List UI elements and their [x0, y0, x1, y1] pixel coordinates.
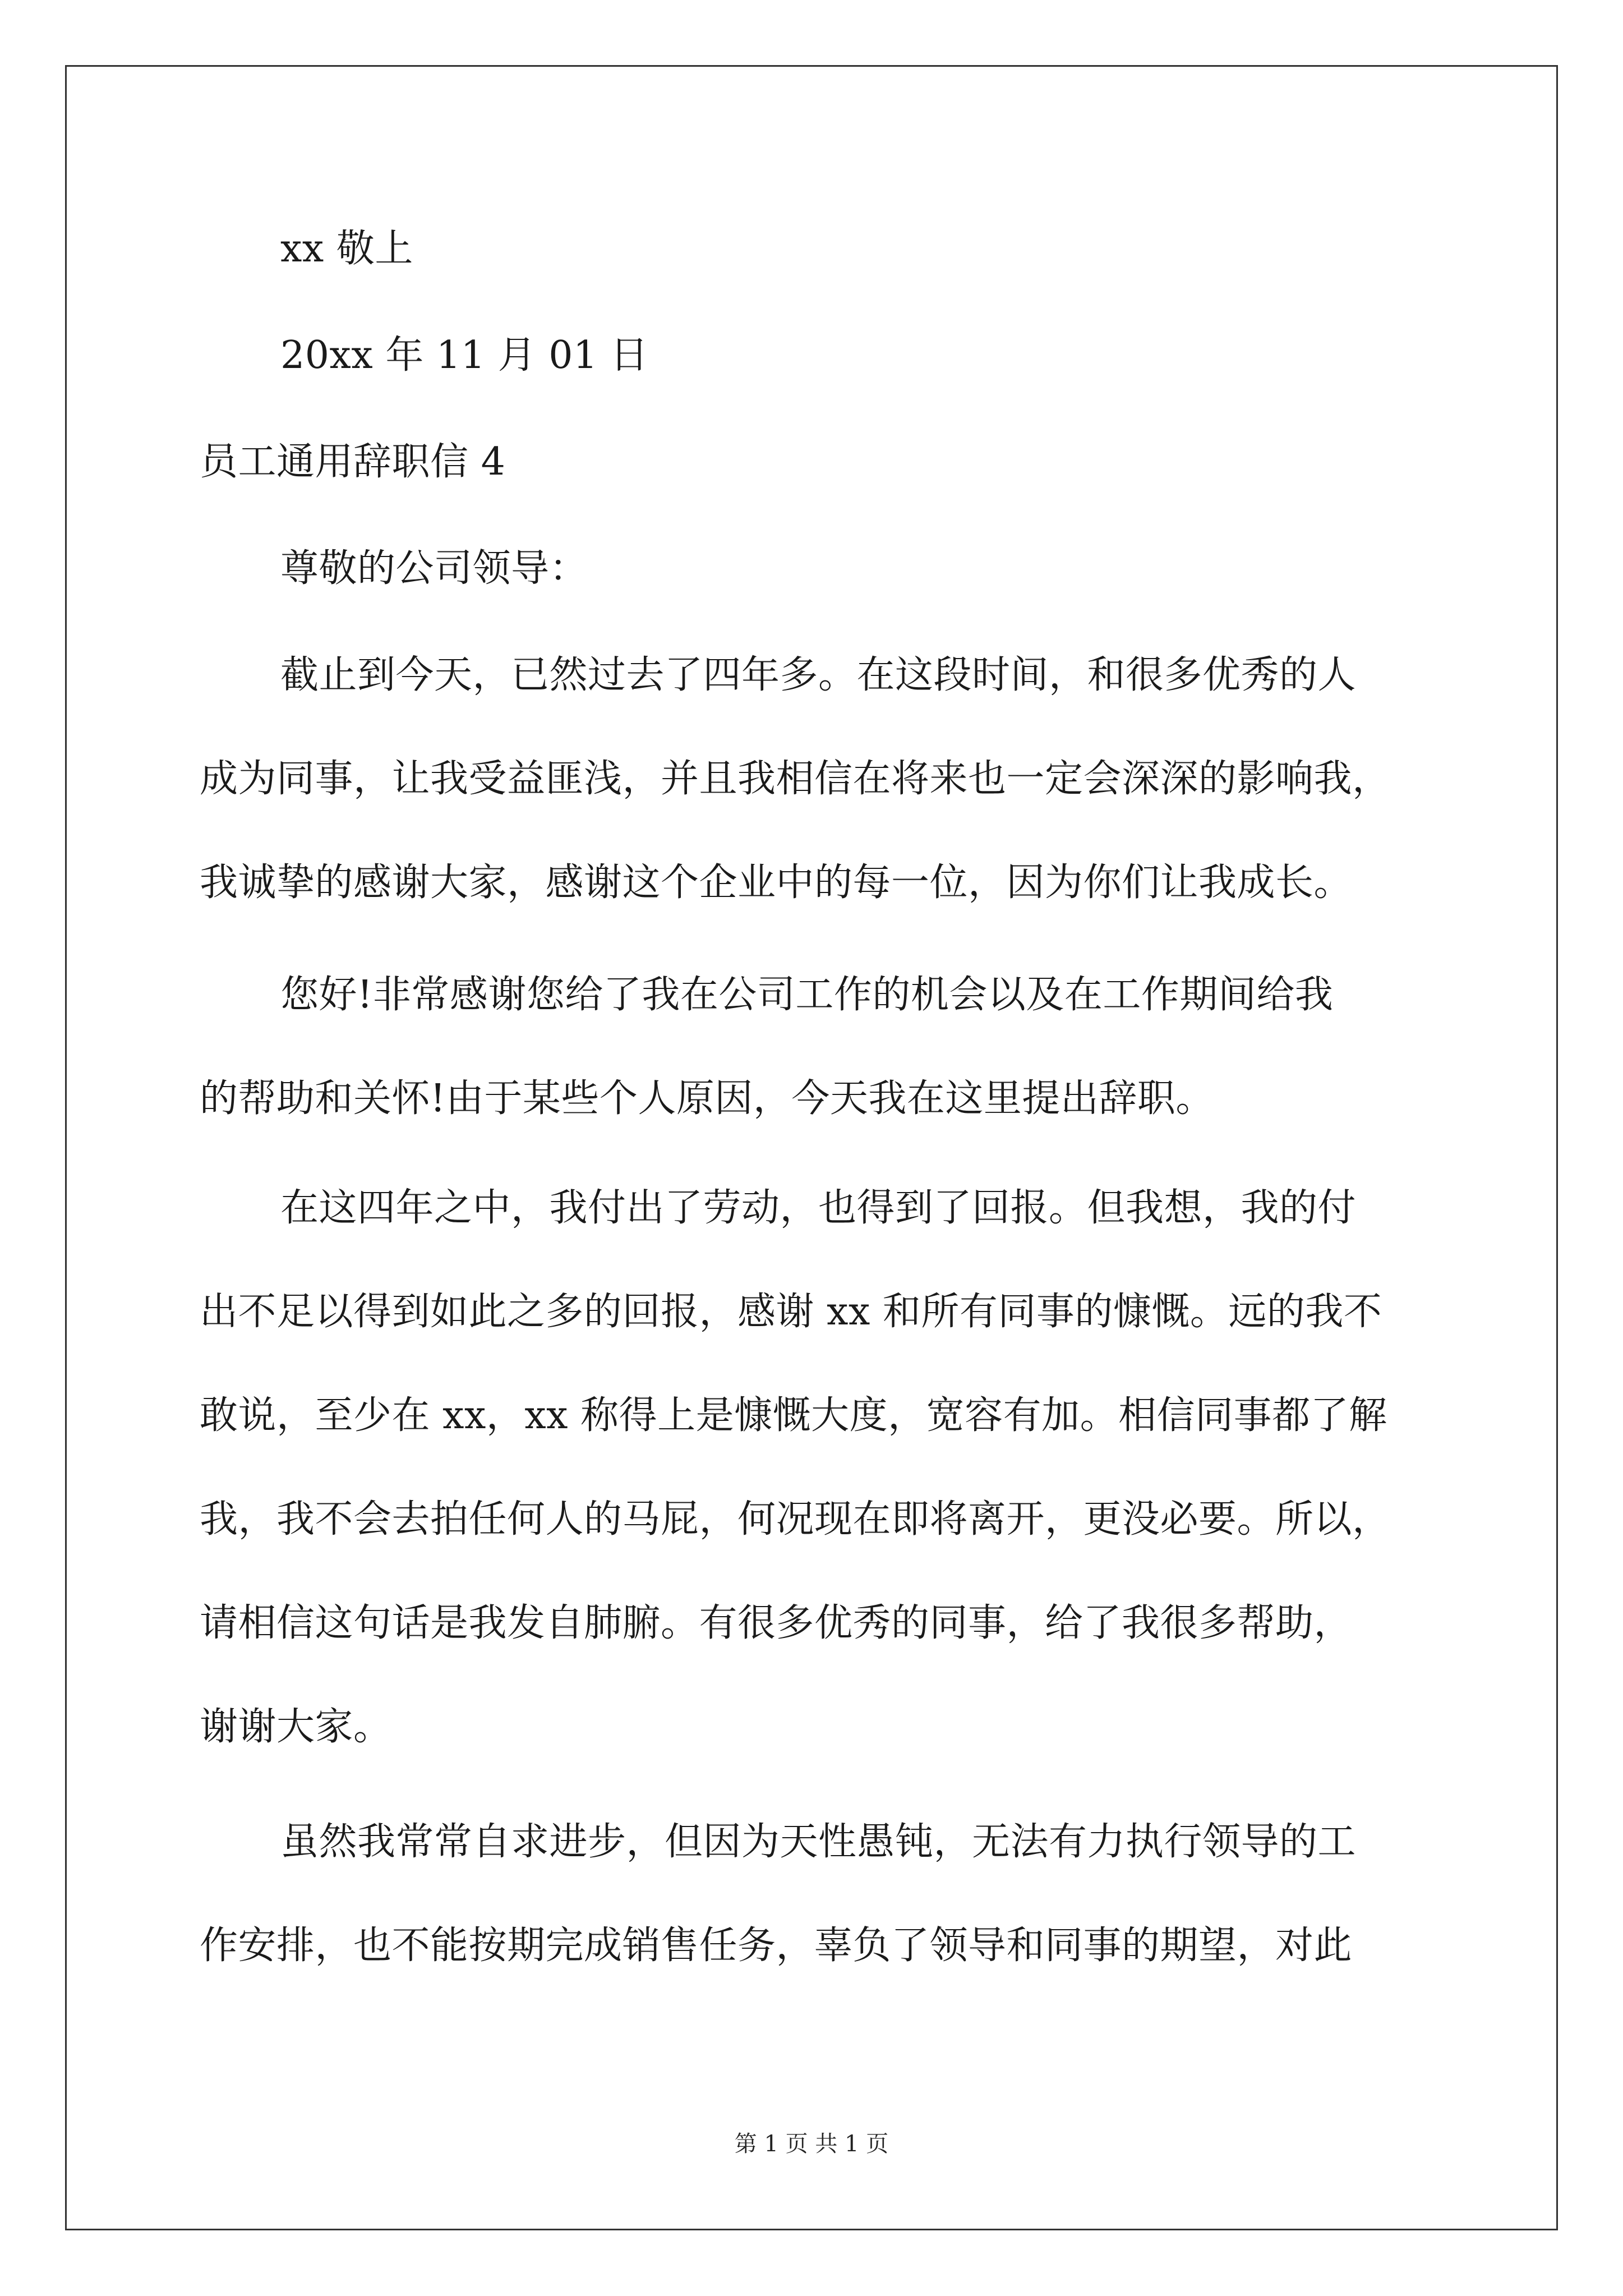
paragraph-line: 虽然我常常自求进步，但因为天性愚钝，无法有力执行领导的工 [280, 1820, 1357, 1864]
paragraph-line: 成为同事，让我受益匪浅，并且我相信在将来也一定会深深的影响我， [200, 757, 1391, 801]
paragraph-line: 截止到今天，已然过去了四年多。在这段时间，和很多优秀的人 [280, 653, 1357, 697]
signature-line: xx 敬上 [280, 227, 413, 271]
paragraph-line: 出不足以得到如此之多的回报，感谢 xx 和所有同事的慷慨。远的我不 [200, 1290, 1382, 1334]
paragraph-line: 在这四年之中，我付出了劳动，也得到了回报。但我想，我的付 [280, 1186, 1357, 1230]
date-line: 20xx 年 11 月 01 日 [280, 333, 649, 378]
paragraph-line: 的帮助和关怀!由于某些个人原因，今天我在这里提出辞职。 [200, 1076, 1214, 1121]
paragraph-line: 我诚挚的感谢大家，感谢这个企业中的每一位，因为你们让我成长。 [200, 861, 1353, 905]
page-border [65, 65, 1558, 2230]
page-footer: 第 1 页 共 1 页 [734, 2131, 889, 2157]
paragraph-line: 请相信这句话是我发自肺腑。有很多优秀的同事，给了我很多帮助， [200, 1601, 1353, 1645]
paragraph-line: 您好!非常感谢您给了我在公司工作的机会以及在工作期间给我 [280, 973, 1334, 1017]
salutation: 尊敬的公司领导： [280, 546, 588, 591]
paragraph-line: 敢说，至少在 xx，xx 称得上是慷慨大度，宽容有加。相信同事都了解 [200, 1393, 1387, 1438]
paragraph-line: 我，我不会去拍任何人的马屁，何况现在即将离开，更没必要。所以， [200, 1497, 1391, 1542]
paragraph-line: 作安排，也不能按期完成销售任务，辜负了领导和同事的期望，对此 [200, 1924, 1353, 1968]
letter-title: 员工通用辞职信 4 [200, 440, 506, 484]
paragraph-line: 谢谢大家。 [200, 1705, 392, 1749]
